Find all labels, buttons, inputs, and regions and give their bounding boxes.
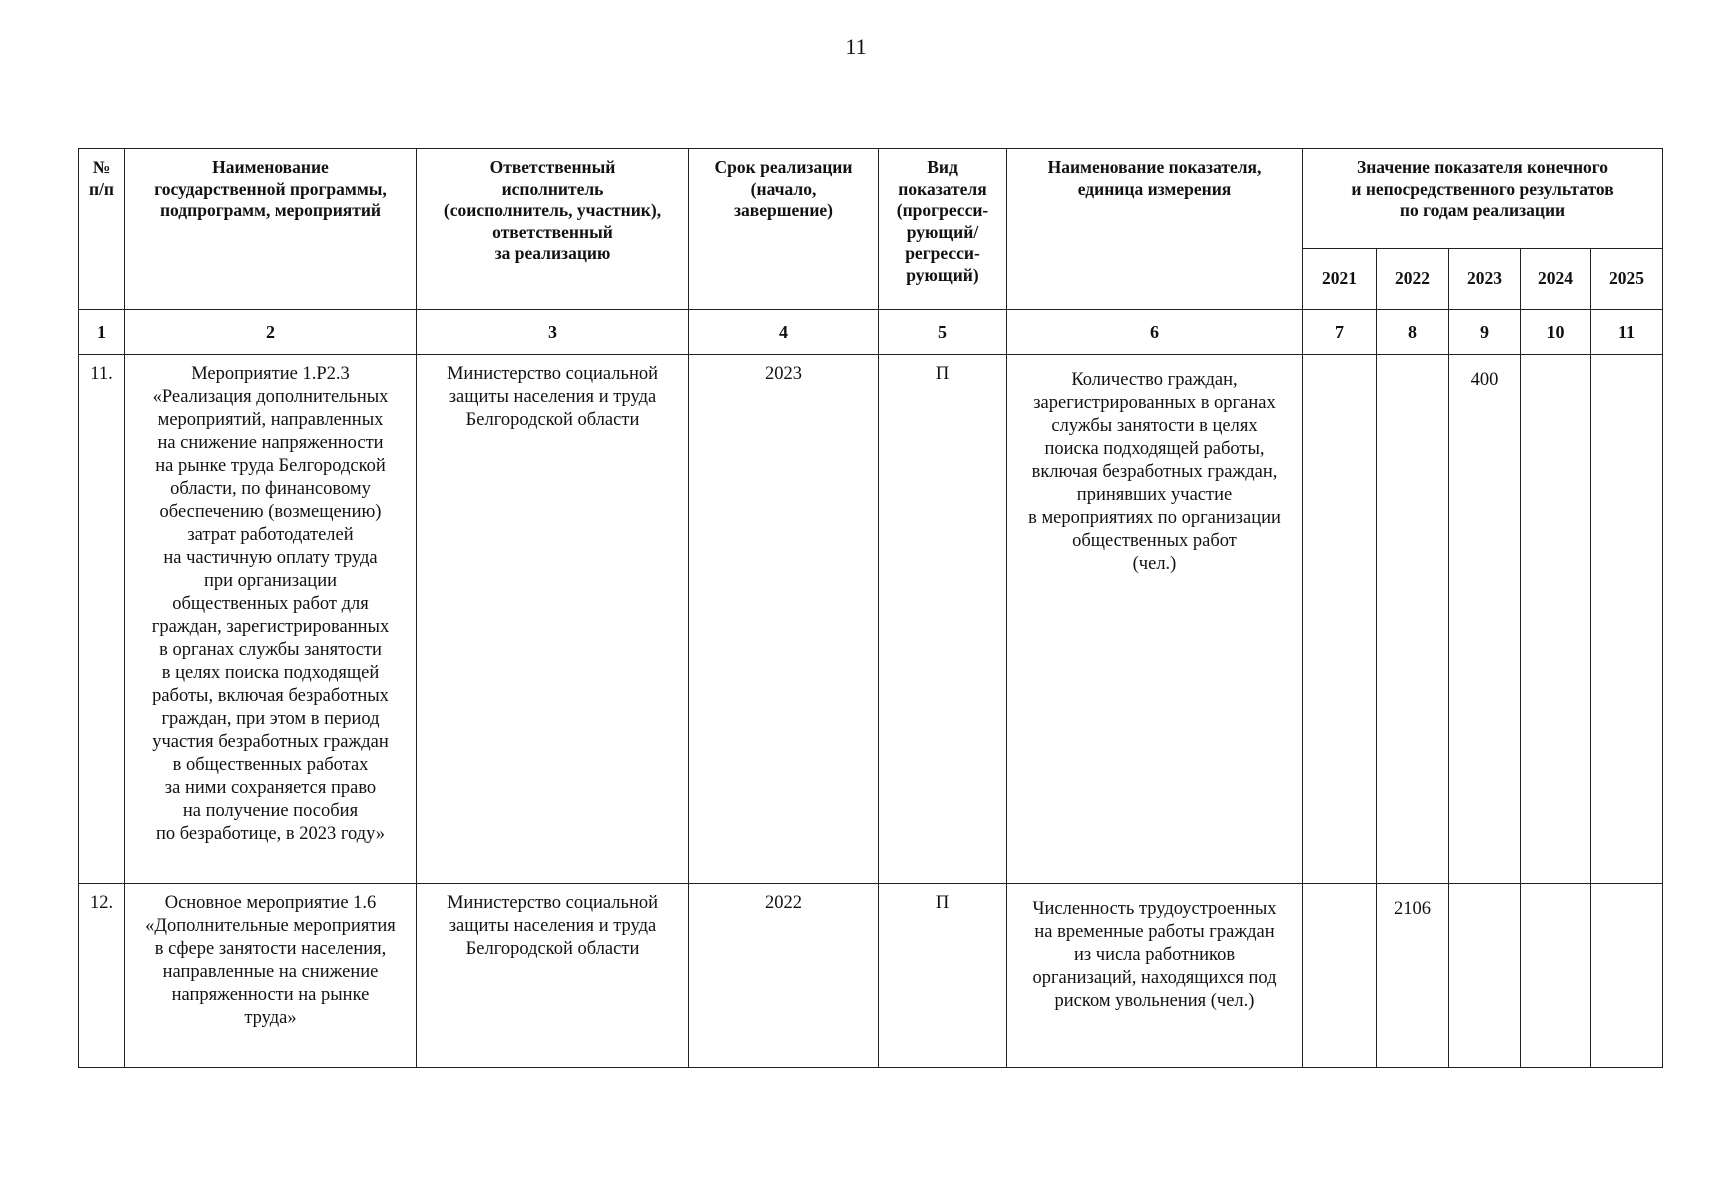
indicator-type-cell: П bbox=[879, 355, 1007, 883]
header-year: 2021 bbox=[1303, 248, 1377, 309]
column-number: 9 bbox=[1449, 310, 1521, 355]
value-cell-2023: 400 bbox=[1449, 355, 1521, 883]
period-cell: 2023 bbox=[689, 355, 879, 883]
indicator-type-cell: П bbox=[879, 883, 1007, 1067]
header-year: 2024 bbox=[1521, 248, 1591, 309]
program-indicators-table bbox=[78, 148, 1663, 1068]
header-indicator-name: Наименование показателя, единица измерения bbox=[1007, 149, 1303, 310]
table-row bbox=[79, 355, 1663, 883]
header-values-group: Значение показателя конечного и непосредственного результатов по годам реализации bbox=[1303, 149, 1663, 249]
program-name-cell: Основное мероприятие 1.6 «Дополнительные мероприятия в сфере занятости населения, направленные на снижение напряженности на рынке труда» bbox=[125, 883, 417, 1067]
column-number: 1 bbox=[79, 310, 125, 355]
value-cell-2025 bbox=[1591, 883, 1663, 1067]
value-cell-2021 bbox=[1303, 883, 1377, 1067]
column-number-row bbox=[79, 310, 1663, 355]
column-number: 4 bbox=[689, 310, 879, 355]
header-year: 2023 bbox=[1449, 248, 1521, 309]
column-number: 7 bbox=[1303, 310, 1377, 355]
column-number: 8 bbox=[1377, 310, 1449, 355]
column-number: 6 bbox=[1007, 310, 1303, 355]
value-cell-2024 bbox=[1521, 883, 1591, 1067]
indicator-name-cell: Численность трудоустроенных на временные работы граждан из числа работников организаций, находящихся под риском увольнения (чел.) bbox=[1007, 883, 1303, 1067]
column-number: 11 bbox=[1591, 310, 1663, 355]
header-year: 2025 bbox=[1591, 248, 1663, 309]
column-number: 5 bbox=[879, 310, 1007, 355]
row-number: 11. bbox=[79, 355, 125, 883]
header-period: Срок реализации (начало, завершение) bbox=[689, 149, 879, 310]
column-number: 2 bbox=[125, 310, 417, 355]
column-number: 3 bbox=[417, 310, 689, 355]
responsible-cell: Министерство социальной защиты населения и труда Белгородской области bbox=[417, 883, 689, 1067]
page-number: 11 bbox=[845, 34, 867, 59]
value-cell-2021 bbox=[1303, 355, 1377, 883]
value-cell-2023 bbox=[1449, 883, 1521, 1067]
value-cell-2022 bbox=[1377, 355, 1449, 883]
program-name-cell: Мероприятие 1.Р2.3 «Реализация дополнительных мероприятий, направленных на снижение напряженности на рынке труда Белгородской области, по финансовому обеспечению (возмещению) затрат работодателей на частичную оплату труда при организации общественных работ для граждан, зарегистрированных в органах службы занятости в целях поиска подходящей работы, включая безработных граждан, при этом в период участия безработных граждан в общественных работах за ними сохраняется право на получение пособия по безработице, в 2023 году» bbox=[125, 355, 417, 883]
header-indicator-type: Вид показателя (прогресси- рующий/ регресси- рующий) bbox=[879, 149, 1007, 310]
row-number: 12. bbox=[79, 883, 125, 1067]
header-responsible: Ответственный исполнитель (соисполнитель, участник), ответственный за реализацию bbox=[417, 149, 689, 310]
value-cell-2025 bbox=[1591, 355, 1663, 883]
responsible-cell: Министерство социальной защиты населения и труда Белгородской области bbox=[417, 355, 689, 883]
header-row bbox=[79, 149, 1663, 249]
indicator-name-cell: Количество граждан, зарегистрированных в органах службы занятости в целях поиска подходящей работы, включая безработных граждан, принявших участие в мероприятиях по организации общественных работ (чел.) bbox=[1007, 355, 1303, 883]
value-cell-2024 bbox=[1521, 355, 1591, 883]
header-year: 2022 bbox=[1377, 248, 1449, 309]
header-num: № п/п bbox=[79, 149, 125, 310]
column-number: 10 bbox=[1521, 310, 1591, 355]
value-cell-2022: 2106 bbox=[1377, 883, 1449, 1067]
period-cell: 2022 bbox=[689, 883, 879, 1067]
header-program: Наименование государственной программы, подпрограмм, мероприятий bbox=[125, 149, 417, 310]
table-row bbox=[79, 883, 1663, 1067]
